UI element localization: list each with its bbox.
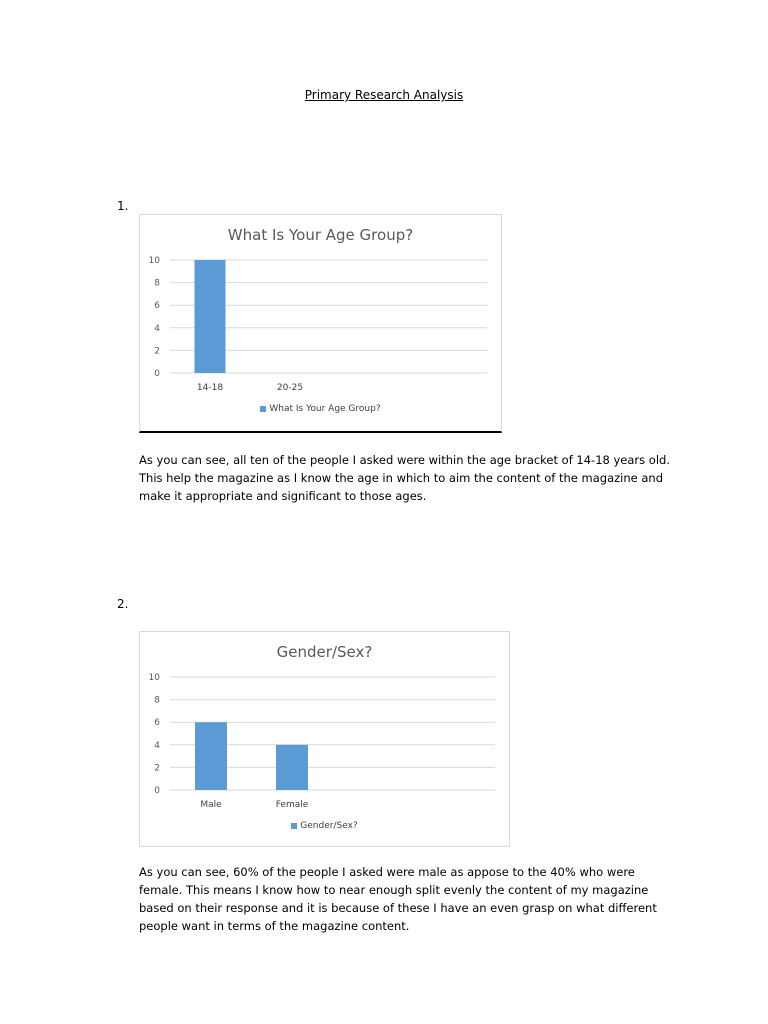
y-tick-label: 4	[154, 323, 160, 334]
y-tick-label: 8	[154, 278, 160, 289]
paragraph-line: based on their response and it is because of these I have an even grasp on what different	[139, 901, 657, 915]
paragraph-line: As you can see, 60% of the people I asked were male as appose to the 40% who were	[139, 865, 635, 879]
x-tick-label: Male	[200, 800, 222, 810]
chart-plot	[140, 215, 501, 431]
legend-label: What Is Your Age Group?	[269, 404, 381, 414]
chart-legend	[140, 821, 509, 831]
y-tick-label: 0	[154, 369, 160, 379]
legend-swatch	[260, 406, 266, 412]
bar-Female	[276, 745, 308, 790]
paragraph-line: female. This means I know how to near enough split evenly the content of my magazine	[139, 883, 649, 897]
section-number-2: 2.	[117, 597, 129, 611]
chart-legend	[140, 404, 501, 414]
paragraph-line: This help the magazine as I know the age in which to aim the content of the magazine and	[139, 471, 663, 485]
section-number-1: 1.	[117, 199, 129, 213]
document-title: Primary Research Analysis	[304, 88, 464, 102]
chart-title: Gender/Sex?	[276, 643, 373, 661]
section-2-paragraph	[139, 863, 669, 935]
section-1-paragraph	[139, 451, 669, 505]
y-tick-label: 0	[154, 786, 160, 796]
bar-Male	[195, 722, 227, 790]
y-tick-label: 6	[154, 718, 160, 729]
x-tick-label: 20-25	[276, 383, 304, 393]
y-tick-label: 2	[154, 346, 160, 357]
chart-title: What Is Your Age Group?	[227, 226, 414, 244]
legend-swatch	[291, 823, 297, 829]
age-group-chart	[139, 214, 502, 433]
bar-14-18	[195, 260, 226, 373]
y-tick-label: 4	[154, 740, 160, 751]
legend-label: Gender/Sex?	[300, 821, 358, 831]
paragraph-line: make it appropriate and significant to those ages.	[139, 489, 427, 503]
x-tick-label: Female	[275, 800, 309, 810]
gender-chart	[139, 631, 510, 847]
paragraph-line: As you can see, all ten of the people I asked were within the age bracket of 14-18 years old.	[139, 453, 670, 467]
chart-plot	[140, 632, 509, 846]
y-tick-label: 8	[154, 695, 160, 706]
y-tick-label: 10	[148, 256, 160, 266]
y-tick-label: 2	[154, 763, 160, 774]
x-tick-label: 14-18	[196, 383, 224, 393]
paragraph-line: people want in terms of the magazine content.	[139, 919, 410, 933]
y-tick-label: 6	[154, 301, 160, 312]
y-tick-label: 10	[148, 673, 160, 683]
